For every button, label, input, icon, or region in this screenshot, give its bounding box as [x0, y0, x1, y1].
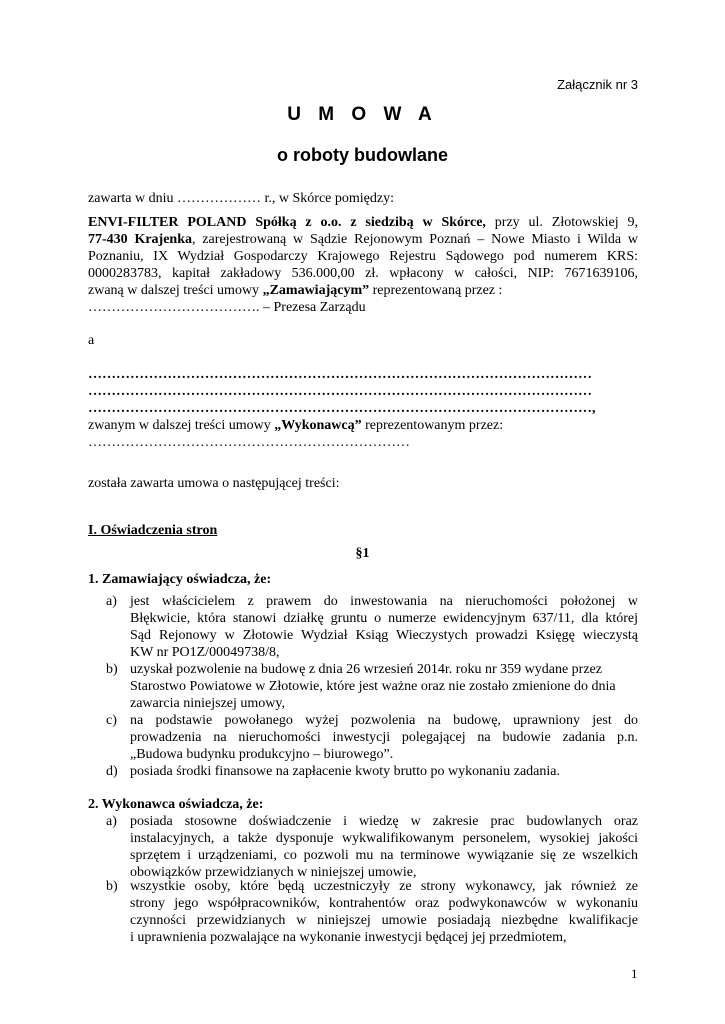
- document-subtitle: o roboty budowlane: [277, 145, 448, 165]
- paragraph-mark: §1: [355, 546, 370, 561]
- document-title: U M O W A: [287, 104, 438, 125]
- party1-line3: Poznaniu, IX Wydział Gospodarczy Krajowego Rejestru Sądowego pod numerem KRS:: [88, 249, 638, 264]
- party2-role: „Wykonawcą”: [274, 418, 362, 433]
- party1-block: [88, 215, 638, 317]
- party2-representative-dots: ……………………………………………………………: [88, 435, 410, 450]
- party1-city: 77-430 Krajenka: [88, 232, 193, 247]
- party1-name: ENVI-FILTER POLAND Spółką z o.o. z siedzibą w Skórce,: [88, 215, 486, 230]
- party1-line4: 0000283783, kapitał zakładowy 536.000,00 zł. wpłacony w całości, NIP: 7671639106,: [88, 266, 638, 281]
- page-number: 1: [631, 966, 638, 981]
- concluded-content: została zawarta umowa o następującej treści:: [88, 476, 340, 491]
- annex-label: Załącznik nr 3: [557, 77, 638, 92]
- employer-declares-heading: 1. Zamawiający oświadcza, że:: [88, 572, 272, 587]
- contractor-dots-1: ………………………………………………………………………………………………: [88, 367, 592, 382]
- contractor-declares-heading: 2. Wykonawca oświadcza, że:: [88, 797, 264, 812]
- party1-representative: ………………………………. – Prezesa Zarządu: [88, 300, 366, 315]
- and-connector: a: [88, 333, 95, 348]
- party2-line: zwanym w dalszej treści umowy „Wykonawcą” reprezentowanym przez:: [88, 418, 504, 433]
- party1-line2: 77-430 Krajenka, zarejestrowaną w Sądzie Rejonowym Poznań – Nowe Miasto i Wilda w: [88, 232, 638, 247]
- section-heading: I. Oświadczenia stron: [88, 523, 218, 538]
- document-page: Załącznik nr 3 U M O W A o roboty budowlane zawarta w dniu ……………… r., w Skórce pomiędzy: ENVI-FILTER POLAND Spółką z o.o. z siedzibą w Skórce, przy ul. Złotowskiej 9, 77-430 Krajenka, zarejestrowaną w Sądzie Rejonowym Poznań – Nowe Miasto i Wilda w Poznaniu, IX Wydział Gospodarczy Krajowego Rejestru Sądowego pod numerem KRS: 0000283783, kapitał zakładowy 536.000,00 zł. wpłacony w całości, NIP: 7671639106, zwaną w dalszej treści umowy „Zamawiającym” reprezentowaną przez : ………………………………. – Prezesa Zarządu a ……………………………………………………………………………………………… ……………………………………………………………………………………………… ………………………………………………………………………………………………, zwanym w dalszej treści umowy „Wykonawcą” reprezentowanym przez: …………………………………………………………… została zawarta umowa o następującej treści: I. Oświadczenia stron §1 1. Zamawiający oświadcza, że: a) jest właścicielem z prawem do inwestowania na nieruchomości położonej w Błękwicie, która stanowi działkę gruntu o numerze ewidencyjnym 637/11, dla której Sąd Rejonowy w Złotowie Wydział Ksiąg Wieczystych prowadzi Księgę wieczystą KW nr PO1Z/00049738/8, b) uzyskał pozwolenie na budowę z dnia 26 wrzesień 2014r. roku nr 359 wydane przez Starostwo Powiatowe w Złotowie, które jest ważne oraz nie zostało zmienione do dnia zawarcia niniejszej umowy, c) na podstawie powołanego wyżej pozwolenia na budowę, uprawniony jest do prowadzenia na nieruchomości inwestycji polegającej na budowie zadania p.n. „Budowa budynku produkcyjno – biurowego”. d) posiada środki finansowe na zapłacenie kwoty brutto po wykonaniu zadania. 2. Wykonawca oświadcza, że: a) posiada stosowne doświadczenie i wiedzę w zakresie prac budowlanych oraz instalacyjnych, a także dysponuje wykwalifikowanym personelem, wysokiej jakości sprzętem i urządzeniami, co pozwoli mu na terminowe wywiązanie się ze wszelkich obowiązków przewidzianych w niniejszej umowie, b) wszystkie osoby, które będą uczestniczyły ze strony wykonawcy, jak również ze strony jego współpracowników, kontrahentów oraz podwykonawców w wykonaniu czynności przewidzianych w niniejszej umowie posiadają niezbędne kwalifikacje i uprawnienia pozwalające na wykonanie inwestycji będącej jej przedmiotem, 1: [0, 0, 725, 1024]
- party1-line1: ENVI-FILTER POLAND Spółką z o.o. z siedzibą w Skórce, przy ul. Złotowskiej 9,: [88, 215, 639, 230]
- contractor-dots-2: ………………………………………………………………………………………………: [88, 384, 592, 399]
- party1-role: „Zamawiającym”: [262, 283, 370, 298]
- contractor-dots-3: ………………………………………………………………………………………………,: [88, 401, 596, 416]
- party1-line5: zwaną w dalszej treści umowy „Zamawiającym” reprezentowaną przez :: [88, 283, 503, 298]
- concluded-line: zawarta w dniu ……………… r., w Skórce pomiędzy:: [88, 191, 394, 206]
